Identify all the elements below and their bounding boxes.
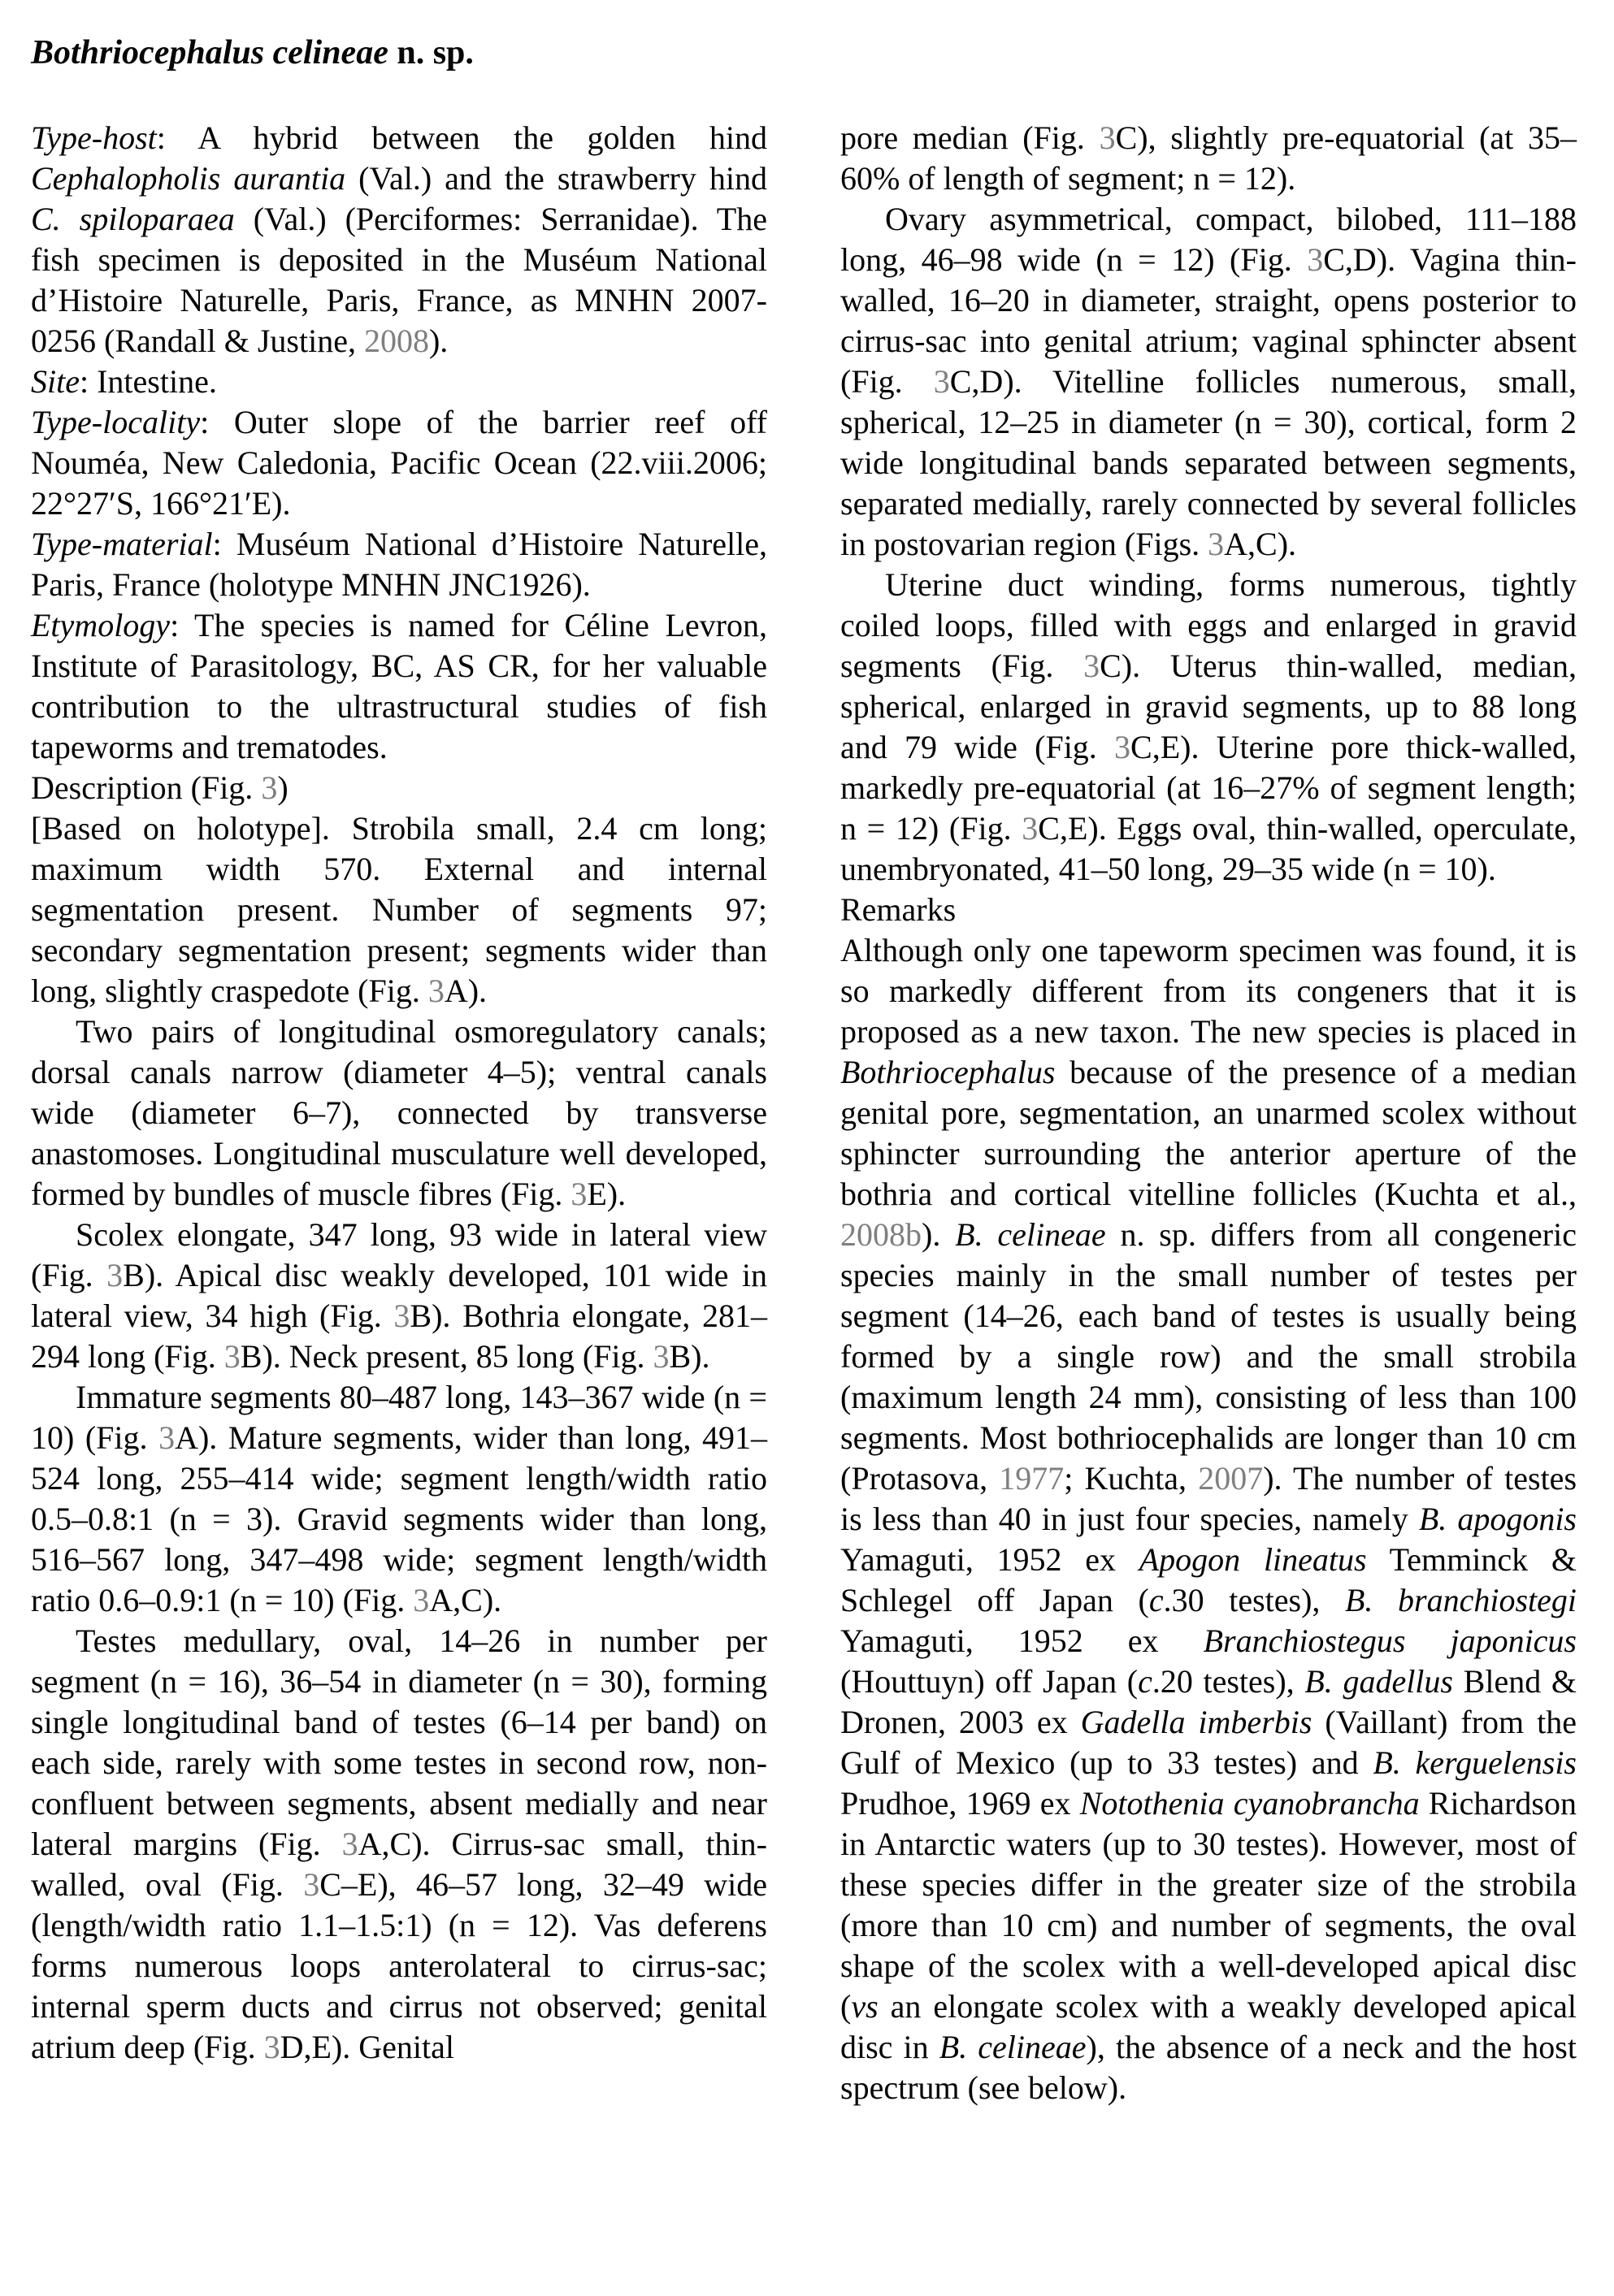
paragraph-description-testes: Testes medullary, oval, 14–26 in number per segment (n = 16), 36–54 in diameter (n = 30), forming single longitudinal band of testes (6–14 per band) on each side, rarely with some testes in second row, non-confluent between segments, absent medially and near lateral margins (Fig. 3A,C). Cirrus-sac small, thin-walled, oval (Fig. 3C–E), 46–57 long, 32–49 wide (length/width ratio 1.1–1.5:1) (n = 12). Vas deferens forms numerous loops anterolateral to cirrus-sac; internal sperm ducts and cirrus not observed; genital atrium deep (Fig. 3D,E). Genital <box>31 1622 767 2065</box>
paragraph-ovary: Ovary asymmetrical, compact, bilobed, 111–188 long, 46–98 wide (n = 12) (Fig. 3C,D). Vagina thin-walled, 16–20 in diameter, straight, opens posterior to cirrus-sac into genital atrium; vaginal sphincter absent (Fig. 3C,D). Vitelline follicles numerous, small, spherical, 12–25 in diameter (n = 30), cortical, form 2 wide longitudinal bands separated between segments, separated medially, rarely connected by several follicles in postovarian region (Figs. 3A,C). <box>840 201 1577 562</box>
citation-link: 3 <box>261 769 278 806</box>
paragraph-description-segments: Immature segments 80–487 long, 143–367 wide (n = 10) (Fig. 3A). Mature segments, wider than long, 491–524 long, 255–414 wide; segment length/width ratio 0.5–0.8:1 (n = 3). Gravid segments wider than long, 516–567 long, 347–498 wide; segment length/width ratio 0.6–0.9:1 (n = 10) (Fig. 3A,C). <box>31 1379 767 1618</box>
species-title: Bothriocephalus celineae n. sp. <box>31 34 474 71</box>
heading-remarks: Remarks <box>840 891 957 928</box>
citation-link: 3 <box>1083 648 1100 684</box>
paragraph-site: Site: Intestine. <box>31 363 217 400</box>
citation-link: 3 <box>653 1338 670 1375</box>
paragraph-remarks: Although only one tapeworm specimen was found, it is so markedly different from its congeners that it is proposed as a new taxon. The new species is placed in Bothriocephalus because of the presence of a median genital pore, segmentation, an unarmed scolex without sphincter surrounding the anterior aperture of the bothria and cortical vitelline follicles (Kuchta et al., 2008b). B. celineae n. sp. differs from all congeneric species mainly in the small number of testes per segment (14–26, each band of testes is usually being formed by a single row) and the small strobila (maximum length 24 mm), consisting of less than 100 segments. Most bothriocephalids are longer than 10 cm (Protasova, 1977; Kuchta, 2007). The number of testes is less than 40 in just four species, namely B. apogonis Yamaguti, 1952 ex Apogon lineatus Temminck & Schlegel off Japan (c.30 testes), B. branchiostegi Yamaguti, 1952 ex Branchiostegus japonicus (Houttuyn) off Japan (c.20 testes), B. gadellus Blend & Dronen, 2003 ex Gadella imberbis (Vaillant) from the Gulf of Mexico (up to 33 testes) and B. kerguelensis Prudhoe, 1969 ex Notothenia cyanobrancha Richardson in Antarctic waters (up to 30 testes). However, most of these species differ in the greater size of the strobila (more than 10 cm) and number of segments, the oval shape of the scolex with a well-developed apical disc (vs an elongate scolex with a weakly developed apical disc in B. celineae), the absence of a neck and the host spectrum (see below). <box>840 932 1577 2106</box>
citation-link: 3 <box>393 1297 410 1334</box>
citation-link: 2007 <box>1198 1460 1264 1497</box>
citation-link: 3 <box>223 1338 241 1375</box>
right-column <box>840 32 1577 2296</box>
paragraph-description-canals: Two pairs of longitudinal osmoregulatory canals; dorsal canals narrow (diameter 4–5); ventral canals wide (diameter 6–7), connected by transverse anastomoses. Longitudinal musculature well developed, formed by bundles of muscle fibres (Fig. 3E). <box>31 1013 767 1212</box>
citation-link: 3 <box>1307 241 1324 278</box>
citation-link: 3 <box>158 1419 176 1456</box>
citation-link: 3 <box>427 973 445 1009</box>
citation-link: 2008 <box>363 323 429 359</box>
paragraph-type-material: Type-material: Muséum National d’Histoire Naturelle, Paris, France (holotype MNHN JNC1926). <box>31 526 767 603</box>
citation-link: 3 <box>106 1257 124 1293</box>
paragraph-type-locality: Type-locality: Outer slope of the barrier reef off Nouméa, New Caledonia, Pacific Ocean (22.viii.2006; 22°27′S, 166°21′E). <box>31 404 767 522</box>
citation-link: 3 <box>341 1826 358 1862</box>
paragraph-etymology: Etymology: The species is named for Céline Levron, Institute of Parasitology, BC, AS CR, for her valuable contribution to the ultrastructural studies of fish tapeworms and trematodes. <box>31 607 767 765</box>
paragraph-genital-pore-continuation: pore median (Fig. 3C), slightly pre-equatorial (at 35–60% of length of segment; n = 12). <box>840 119 1577 197</box>
citation-link: 3 <box>1114 729 1131 765</box>
citation-link: 3 <box>1099 119 1116 156</box>
citation-link: 3 <box>1208 526 1225 562</box>
citation-link: 3 <box>413 1582 430 1618</box>
citation-link: 3 <box>571 1176 588 1212</box>
paragraph-description-strobila: [Based on holotype]. Strobila small, 2.4 cm long; maximum width 570. External and internal segmentation present. Number of segments 97; secondary segmentation present; segments wider than long, slightly craspedote (Fig. 3A). <box>31 810 767 1009</box>
citation-link: 1977 <box>999 1460 1065 1497</box>
citation-link: 3 <box>263 2029 280 2065</box>
left-column <box>31 32 767 2296</box>
paragraph-uterine-duct: Uterine duct winding, forms numerous, tightly coiled loops, filled with eggs and enlarged in gravid segments (Fig. 3C). Uterus thin-walled, median, spherical, enlarged in gravid segments, up to 88 long and 79 wide (Fig. 3C,E). Uterine pore thick-walled, markedly pre-equatorial (at 16–27% of segment length; n = 12) (Fig. 3C,E). Eggs oval, thin-walled, operculate, unembryonated, 41–50 long, 29–35 wide (n = 10). <box>840 566 1577 887</box>
citation-link: 3 <box>933 363 950 400</box>
heading-description: Description (Fig. 3) <box>31 769 289 806</box>
citation-link: 3 <box>1022 810 1039 847</box>
citation-link: 2008b <box>840 1216 922 1253</box>
citation-link: 3 <box>303 1866 320 1903</box>
paragraph-description-scolex: Scolex elongate, 347 long, 93 wide in lateral view (Fig. 3B). Apical disc weakly developed, 101 wide in lateral view, 34 high (Fig. 3B). Bothria elongate, 281–294 long (Fig. 3B). Neck present, 85 long (Fig. 3B). <box>31 1216 767 1375</box>
paragraph-type-host: Type-host: A hybrid between the golden hind Cephalopholis aurantia (Val.) and the strawberry hind C. spiloparaea (Val.) (Perciformes: Serranidae). The fish specimen is deposited in the Muséum National d’Histoire Naturelle, Paris, France, as MNHN 2007-0256 (Randall & Justine, 2008). <box>31 119 767 359</box>
